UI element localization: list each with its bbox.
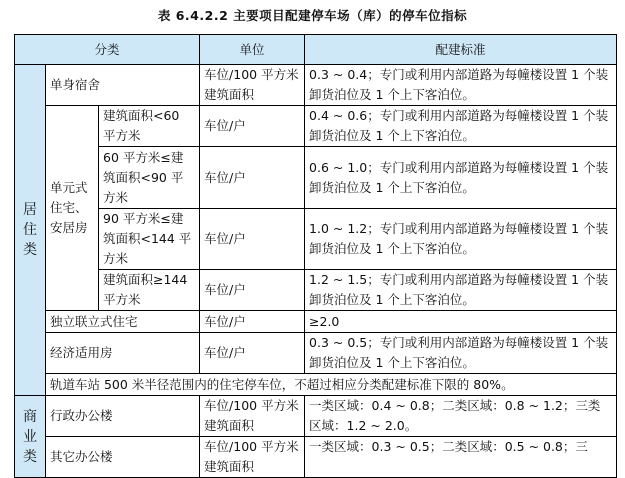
item-name: 单身宿舍 xyxy=(46,65,200,106)
table-row xyxy=(15,65,617,106)
item-unit: 车位/户 xyxy=(200,311,305,333)
header-unit: 单位 xyxy=(200,35,305,65)
table-row xyxy=(15,270,617,311)
table-row xyxy=(15,147,617,209)
table-row xyxy=(15,333,617,374)
table-row xyxy=(15,396,617,437)
header-row xyxy=(15,35,617,65)
residential-note: 轨道车站 500 米半径范围内的住宅停车位，不超过相应分类配建标准下限的 80%。 xyxy=(46,374,617,396)
item-name: 其它办公楼 xyxy=(46,437,200,478)
item-standard: 0.3 ~ 0.4；专门或利用内部道路为每幢楼设置 1 个装卸货泊位及 1 个上下客泊位。 xyxy=(305,65,617,106)
table-row xyxy=(15,106,617,147)
area-range: 60 平方米≤建筑面积<90 平方米 xyxy=(99,147,200,209)
item-name: 行政办公楼 xyxy=(46,396,200,437)
item-unit: 车位/100 平方米建筑面积 xyxy=(200,396,305,437)
item-standard: 0.4 ~ 0.6；专门或利用内部道路为每幢楼设置 1 个装卸货泊位及 1 个上下客泊位。 xyxy=(305,106,617,147)
area-range: 90 平方米≤建筑面积<144 平方米 xyxy=(99,209,200,270)
item-unit: 车位/户 xyxy=(200,333,305,374)
item-standard: 1.2 ~ 1.5；专门或利用内部道路为每幢楼设置 1 个装卸货泊位及 1 个上下客泊位。 xyxy=(305,270,617,311)
table-caption: 表 6.4.2.2 主要项目配建停车场（库）的停车位指标 xyxy=(157,8,468,23)
category-residential: 居住类 xyxy=(15,65,46,396)
table-row xyxy=(15,209,617,270)
parking-standard-table xyxy=(14,34,617,478)
item-standard: 1.0 ~ 1.2；专门或利用内部道路为每幢楼设置 1 个装卸货泊位及 1 个上下客泊位。 xyxy=(305,209,617,270)
note-row xyxy=(15,374,617,396)
area-range: 建筑面积≥144 平方米 xyxy=(99,270,200,311)
item-name: 独立联立式住宅 xyxy=(46,311,200,333)
header-category: 分类 xyxy=(15,35,200,65)
item-unit: 车位/户 xyxy=(200,209,305,270)
item-standard: ≥2.0 xyxy=(305,311,617,333)
item-standard: 一类区域：0.4 ~ 0.8；二类区域：0.8 ~ 1.2；三类区域：1.2 ~ 2.0。 xyxy=(305,396,617,437)
subcategory-unit-housing: 单元式住宅、安居房 xyxy=(46,106,99,311)
category-commercial: 商业类 xyxy=(15,396,46,478)
table-row xyxy=(15,311,617,333)
area-range: 建筑面积<60 平方米 xyxy=(99,106,200,147)
item-standard: 0.6 ~ 1.0；专门或利用内部道路为每幢楼设置 1 个装卸货泊位及 1 个上下客泊位。 xyxy=(305,147,617,209)
item-standard: 0.3 ~ 0.5；专门或利用内部道路为每幢楼设置 1 个装卸货泊位及 1 个上下客泊位。 xyxy=(305,333,617,374)
item-unit: 车位/户 xyxy=(200,270,305,311)
table-row xyxy=(15,437,617,478)
item-unit: 车位/100 平方米建筑面积 xyxy=(200,437,305,478)
item-name: 经济适用房 xyxy=(46,333,200,374)
item-unit: 车位/户 xyxy=(200,147,305,209)
item-unit: 车位/100 平方米建筑面积 xyxy=(200,65,305,106)
item-standard: 一类区域：0.3 ~ 0.5；二类区域：0.5 ~ 0.8；三 xyxy=(305,437,617,478)
header-standard: 配建标准 xyxy=(305,35,617,65)
item-unit: 车位/户 xyxy=(200,106,305,147)
